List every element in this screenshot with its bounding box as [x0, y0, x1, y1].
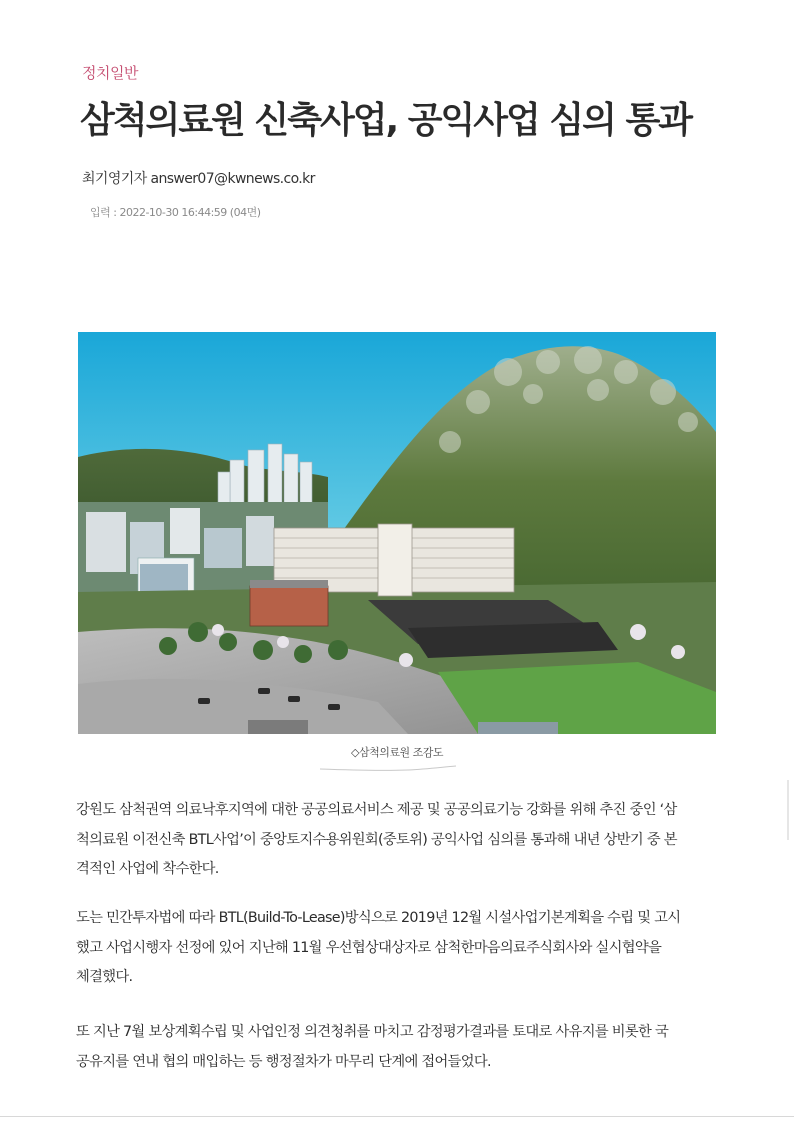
article-paragraph-3: [76, 1018, 722, 1077]
article-byline: 최기영기자 answer07@kwnews.co.kr: [82, 171, 315, 187]
paragraph-line: 척의료원 이전신축 BTL사업’이 중앙토지수용위원회(중토위) 공익사업 심의를 통과해 내년 상반기 중 본: [76, 831, 677, 848]
paragraph-line: 체결했다.: [76, 969, 133, 985]
scan-edge-mark: [787, 780, 789, 840]
paragraph-line: 했고 사업시행자 선정에 있어 지난해 11월 우선협상대상자로 삼척한마음의료주식회사와 실시협약을: [76, 939, 662, 956]
hospital-rendering-image: [78, 332, 716, 734]
article-paragraph-1: [76, 796, 722, 885]
paragraph-line: 공유지를 연내 협의 매입하는 등 행정절차가 마무리 단계에 접어들었다.: [76, 1053, 491, 1070]
paragraph-line: 도는 민간투자법에 따라 BTL(Build-To-Lease)방식으로 2019년 12월 시설사업기본계획을 수립 및 고시: [76, 910, 681, 926]
photo-caption: ◇삼척의료원 조감도: [351, 746, 443, 759]
paragraph-line: 강원도 삼척권역 의료낙후지역에 대한 공공의료서비스 제공 및 공공의료기능 강화를 위해 추진 중인 ‘삼: [76, 802, 677, 818]
article-paragraph-2: [76, 904, 722, 993]
caption-pen-stroke: [318, 763, 458, 773]
paragraph-line: 격적인 사업에 착수한다.: [76, 861, 219, 877]
article-dateline: 입력 : 2022-10-30 16:44:59 (04면): [90, 206, 261, 219]
paragraph-line: 또 지난 7월 보상계획수립 및 사업인정 의견청취를 마치고 감정평가결과를 토대로 사유지를 비롯한 국: [76, 1024, 669, 1040]
article-title: 삼척의료원 신축사업, 공익사업 심의 통과: [80, 100, 692, 141]
bottom-divider: [0, 1116, 794, 1117]
article-photo: [78, 332, 716, 734]
article-category[interactable]: 정치일반: [82, 64, 138, 82]
